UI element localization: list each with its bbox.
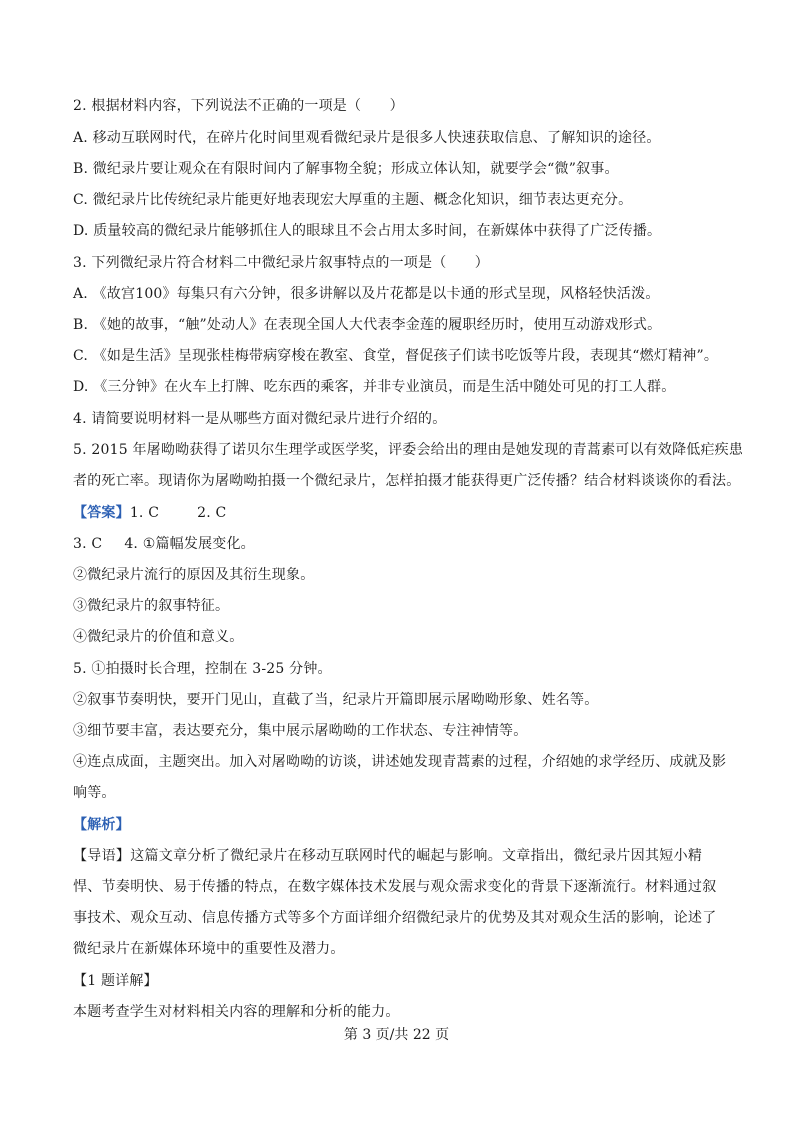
answer-5-point-3: ③细节要丰富，表达要充分，集中展示屠呦呦的工作状态、专注神情等。 [73,723,528,739]
answer-5-point-2: ②叙事节奏明快，要开门见山，直截了当，纪录片开篇即展示屠呦呦形象、姓名等。 [73,692,599,708]
question-3-option-b: B. 《她的故事，“触”处动人》在表现全国人大代表李金莲的履职经历时，使用互动游戏形式。 [73,317,662,333]
answer-row-2 [73,535,255,553]
answer-5-point-4-line2: 响等。 [73,785,116,801]
answer-row-1 [73,504,226,522]
question-2-option-c: C. 微纪录片比传统纪录片能更好地表现宏大厚重的主题、概念化知识，细节表达更充分。 [73,192,633,208]
analysis-guide-paragraph: 【导语】这篇文章分析了微纪录片在移动互联网时代的崛起与影响。文章指出，微纪录片因其短小精悍、节奏明快、易于传播的特点，在数字媒体技术发展与观众需求变化的背景下逐渐流行。材料通过叙事技术、观众互动、信息传播方式等多个方面详细介绍微纪录片的优势及其对观众生活的影响，论述了微纪录片在新媒体环境中的重要性及潜力。 [73,848,717,957]
question-5-stem-line2: 者的死亡率。现请你为屠呦呦拍摄一个微纪录片，怎样拍摄才能获得更广泛传播？结合材料谈谈你的看法。 [73,473,741,489]
answer-4-point-4: ④微纪录片的价值和意义。 [73,629,244,645]
detail-1-title: 【1 题详解】 [73,973,158,989]
answer-2: 2. C [197,505,227,521]
question-4-stem: 4. 请简要说明材料一是从哪些方面对微纪录片进行介绍的。 [73,411,447,427]
question-2-option-b: B. 微纪录片要让观众在有限时间内了解事物全貌；形成立体认知，就要学会“微”叙事。 [73,161,619,177]
question-3-option-c: C. 《如是生活》呈现张桂梅带病穿梭在教室、食堂，督促孩子们读书吃饭等片段，表现其“燃灯精神”。 [73,348,719,364]
answer-5-point-4-line1: ④连点成面，主题突出。加入对屠呦呦的访谈，讲述她发现青蒿素的过程，介绍她的求学经历、成就及影 [73,754,727,770]
question-3-option-a: A. 《故宫100》每集只有六分钟，很多讲解以及片花都是以卡通的形式呈现，风格轻快活泼。 [73,286,660,302]
answer-3: 3. C [73,536,103,552]
analysis-tag: 【解析】 [73,817,130,833]
answer-1: 1. C [129,505,160,521]
question-3-option-d: D. 《三分钟》在火车上打牌、吃东西的乘客，并非专业演员，而是生活中随处可见的打工人群。 [73,379,676,395]
answer-tag: 【答案】 [73,505,130,521]
question-2-stem: 2. 根据材料内容，下列说法不正确的一项是（ ） [73,98,404,114]
question-2-option-a: A. 移动互联网时代，在碎片化时间里观看微纪录片是很多人快速获取信息、了解知识的途径。 [73,130,661,146]
page-number-footer: 第 3 页/共 22 页 [343,1027,450,1043]
answer-4-point-2: ②微纪录片流行的原因及其衍生现象。 [73,567,315,583]
question-5-stem-line1: 5. 2015 年屠呦呦获得了诺贝尔生理学或医学奖，评委会给出的理由是她发现的青蒿素可以有效降低疟疾患 [73,442,744,458]
question-2-option-d: D. 质量较高的微纪录片能够抓住人的眼球且不会占用太多时间，在新媒体中获得了广泛传播。 [73,223,662,239]
answer-4-lead: 4. ①篇幅发展变化。 [124,536,255,552]
answer-5-point-1: 5. ①拍摄时长合理，控制在 3-25 分钟。 [73,661,332,677]
answer-4-point-3: ③微纪录片的叙事特征。 [73,598,230,614]
detail-1-text: 本题考查学生对材料相关内容的理解和分析的能力。 [73,1004,400,1020]
question-3-stem: 3. 下列微纪录片符合材料二中微纪录片叙事特点的一项是（ ） [73,255,490,271]
